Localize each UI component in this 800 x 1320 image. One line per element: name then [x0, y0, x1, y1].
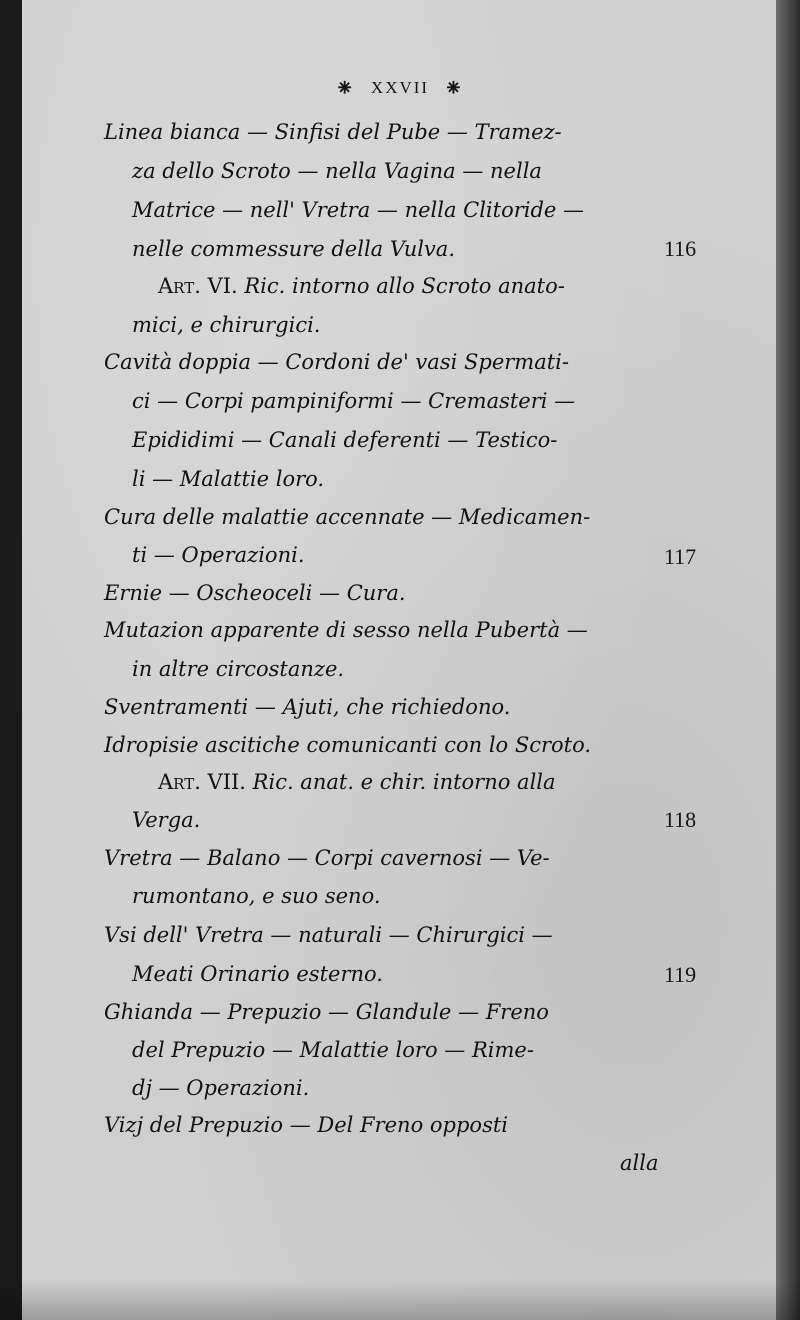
toc-line-text: li — Malattie loro. [132, 467, 325, 491]
ornament-right-icon: ⁕ [443, 76, 466, 102]
toc-line-text: rumontano, e suo seno. [132, 884, 381, 908]
toc-line-text: Mutazion apparente di sesso nella Pubertà — [104, 618, 588, 642]
toc-line [132, 381, 575, 421]
toc-line [132, 305, 320, 345]
page-numeral: XXVII [370, 78, 430, 97]
toc-line-text: Ric. anat. e chir. intorno alla [252, 770, 556, 794]
toc-line [132, 420, 557, 460]
toc-line [132, 229, 455, 269]
toc-line [104, 725, 591, 765]
ornament-left-icon: ⁕ [334, 76, 357, 102]
toc-line [158, 762, 556, 802]
toc-line-text: mici, e chirurgici. [132, 313, 321, 337]
toc-line [132, 649, 344, 689]
toc-line [104, 992, 549, 1032]
toc-line [132, 1030, 534, 1070]
toc-line [132, 190, 584, 230]
toc-line-text: Cavità doppia — Cordoni de' vasi Spermati- [104, 350, 569, 374]
toc-line-text: Matrice — nell' Vretra — nella Clitoride — [132, 198, 585, 222]
toc-line [104, 838, 550, 878]
toc-line [132, 954, 383, 994]
toc-line-text: Ernie — Oscheoceli — Cura. [104, 581, 406, 605]
toc-line [104, 342, 569, 382]
article-label: Art. VII. [158, 770, 246, 794]
toc-line [132, 151, 542, 191]
toc-line [104, 610, 588, 650]
catchword [620, 1143, 658, 1183]
toc-line-text: dj — Operazioni. [132, 1076, 310, 1100]
toc-line-text: ti — Operazioni. [132, 543, 305, 567]
toc-line [104, 497, 590, 537]
toc-line-text: Cura delle malattie accennate — Medicamen- [104, 505, 591, 529]
toc-line-text: Vsi dell' Vretra — naturali — Chirurgici — [104, 923, 553, 947]
article-label: Art. VI. [158, 274, 238, 298]
toc-line-text: Meati Orinario esterno. [132, 962, 383, 986]
toc-line-text: Linea bianca — Sinfisi del Pube — Tramez- [104, 120, 562, 144]
toc-line-text: nelle commessure della Vulva. [132, 237, 455, 261]
toc-line [132, 800, 200, 840]
toc-line-text: Ghianda — Prepuzio — Glandule — Freno [104, 1000, 549, 1024]
toc-line [158, 266, 565, 306]
toc-line-text: ci — Corpi pampiniformi — Cremasteri — [132, 389, 576, 413]
toc-line-text: za dello Scroto — nella Vagina — nella [132, 159, 542, 183]
toc-line [104, 687, 510, 727]
toc-line [132, 876, 381, 916]
toc-line [104, 112, 562, 152]
page-reference: 117 [664, 544, 697, 569]
page-reference: 116 [664, 236, 697, 261]
toc-line [132, 535, 305, 575]
toc-line [104, 573, 406, 613]
toc-line-text: Sventramenti — Ajuti, che richiedono. [104, 695, 511, 719]
toc-line-text: Epididimi — Canali deferenti — Testico- [132, 428, 558, 452]
page-reference: 118 [664, 807, 697, 832]
toc-line-text: del Prepuzio — Malattie loro — Rime- [132, 1038, 534, 1062]
toc-line-text: Idropisie ascitiche comunicanti con lo Scroto. [104, 733, 592, 757]
toc-line-text: alla [620, 1151, 659, 1175]
toc-line-text: Vretra — Balano — Corpi cavernosi — Ve- [104, 846, 550, 870]
toc-line-text: Ric. intorno allo Scroto anato- [244, 274, 565, 298]
page-reference: 119 [664, 962, 697, 987]
toc-line-text: Vizj del Prepuzio — Del Freno opposti [104, 1113, 509, 1137]
toc-line-text: Verga. [132, 808, 201, 832]
toc-line [132, 1068, 309, 1108]
toc-line [104, 915, 553, 955]
toc-line-text: in altre circostanze. [132, 657, 345, 681]
toc-line [132, 459, 324, 499]
toc-line [104, 1105, 508, 1145]
